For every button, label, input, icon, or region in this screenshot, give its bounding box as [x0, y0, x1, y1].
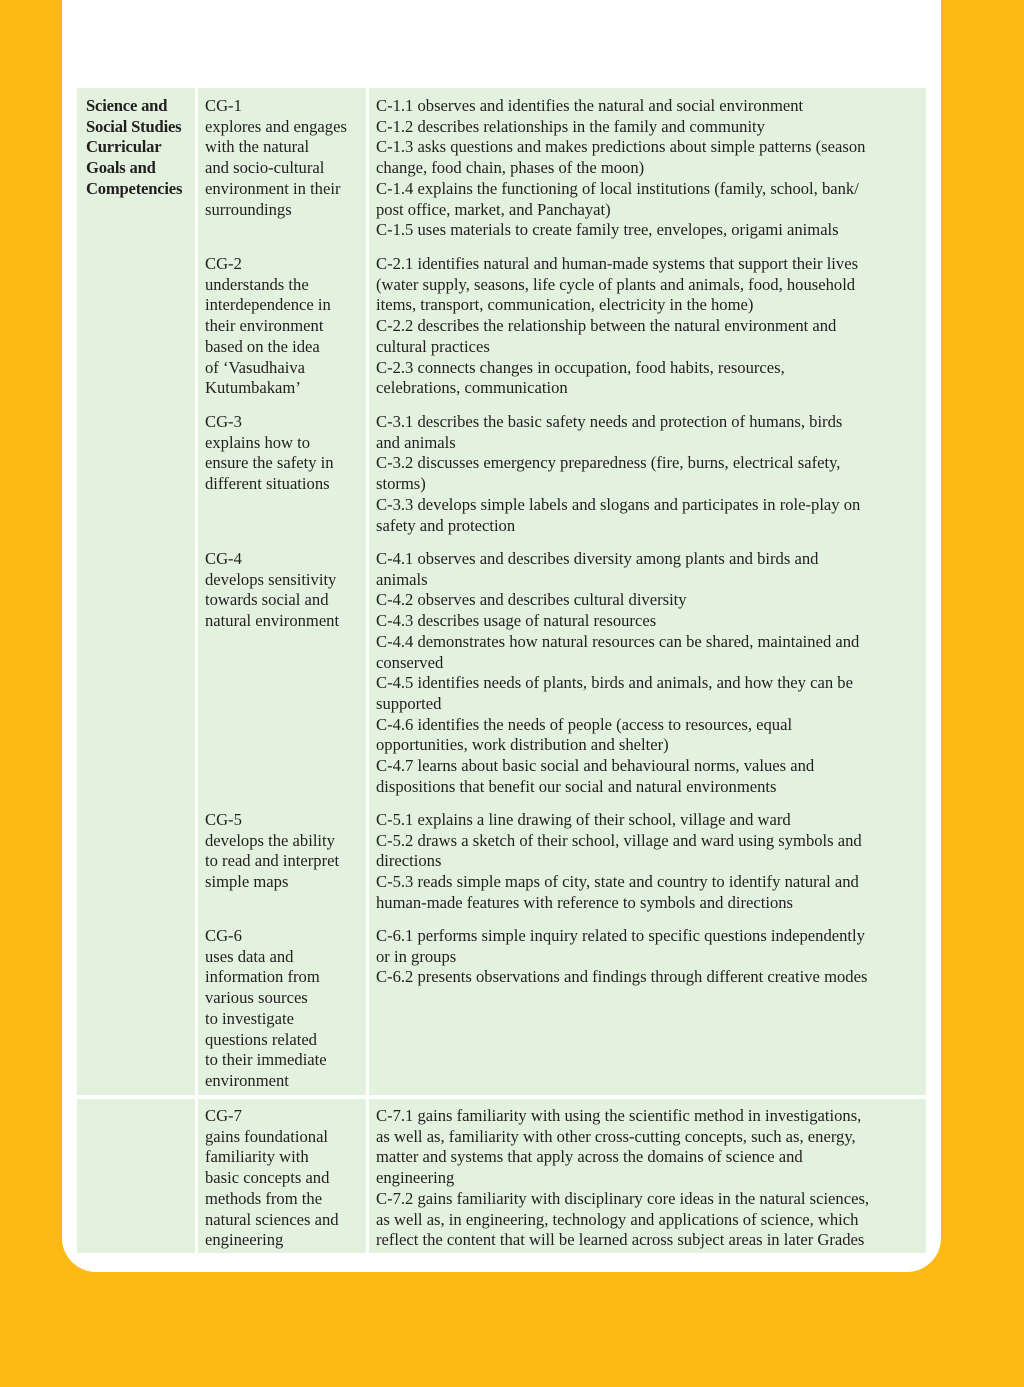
competency-line: human-made features with reference to symbols and directions [376, 892, 793, 912]
competency-cell-cg-6 [376, 926, 924, 988]
competency-line: conserved [376, 652, 444, 672]
goal-text-line: natural sciences and [205, 1209, 339, 1229]
goal-text-line: to their immediate [205, 1050, 327, 1070]
goal-code: CG-6 [205, 926, 242, 945]
goal-text-line: their environment [205, 316, 324, 336]
competency-cell-cg-7 [376, 1106, 924, 1251]
goal-text-line: simple maps [205, 872, 289, 892]
competency-line: C-7.1 gains familiarity with using the scientific method in investigations, [376, 1106, 862, 1125]
competency-line: storms) [376, 474, 426, 494]
competency-line: C-1.1 observes and identifies the natural and social environment [376, 96, 804, 115]
competency-cell-cg-5 [376, 810, 924, 914]
heading-line: Social Studies [86, 116, 182, 136]
goal-code: CG-4 [205, 549, 242, 568]
goal-text-line: based on the idea [205, 336, 320, 356]
goal-cell-cg-3 [205, 412, 365, 495]
competency-line: safety and protection [376, 515, 516, 535]
competency-line: items, transport, communication, electricity in the home) [376, 295, 754, 315]
heading-line: Competencies [86, 178, 183, 198]
competency-line: C-4.2 observes and describes cultural diversity [376, 590, 687, 610]
goal-text-line: familiarity with [205, 1147, 309, 1167]
competency-line: C-1.4 explains the functioning of local institutions (family, school, bank/ [376, 178, 859, 198]
competency-line: C-5.1 explains a line drawing of their school, village and ward [376, 810, 791, 829]
competency-line: C-1.2 describes relationships in the family and community [376, 116, 765, 136]
competency-line: (water supply, seasons, life cycle of plants and animals, food, household [376, 274, 856, 294]
goal-text-line: uses data and [205, 946, 294, 966]
goal-code: CG-7 [205, 1106, 242, 1125]
competency-line: reflect the content that will be learned across subject areas in later Grades [376, 1230, 865, 1250]
competency-line: C-6.1 performs simple inquiry related to specific questions independently [376, 926, 865, 945]
competency-line: matter and systems that apply across the domains of science and [376, 1147, 803, 1167]
goal-cell-cg-5 [205, 810, 365, 893]
goal-text-line: develops sensitivity [205, 569, 337, 589]
heading-column-cell [77, 88, 195, 1095]
competency-line: C-4.3 describes usage of natural resources [376, 611, 657, 631]
goal-text-line: of ‘Vasudhaiva [205, 357, 305, 377]
goal-text-line: natural environment [205, 611, 340, 631]
competency-line: C-1.5 uses materials to create family tree, envelopes, origami animals [376, 220, 839, 240]
goal-text-line: to read and interpret [205, 851, 340, 871]
competency-line: engineering [376, 1168, 455, 1188]
goal-text-line: environment [205, 1070, 289, 1090]
goal-text-line: explains how to [205, 432, 311, 452]
competency-line: C-4.5 identifies needs of plants, birds and animals, and how they can be [376, 673, 853, 693]
competency-line: dispositions that benefit our social and natural environments [376, 776, 777, 796]
competency-line: or in groups [376, 946, 457, 966]
competency-line: C-2.1 identifies natural and human-made systems that support their lives [376, 254, 859, 273]
goal-code: CG-1 [205, 96, 242, 115]
goal-text-line: explores and engages [205, 116, 347, 136]
competency-line: as well as, in engineering, technology and applications of science, which [376, 1209, 859, 1229]
goal-text-line: ensure the safety in [205, 453, 334, 473]
competency-cell-cg-2 [376, 254, 924, 399]
competency-line: C-6.2 presents observations and findings through different creative modes [376, 967, 868, 987]
goal-text-line: various sources [205, 988, 308, 1008]
goal-text-line: with the natural [205, 137, 310, 157]
goal-text-line: environment in their [205, 178, 341, 198]
competency-line: celebrations, communication [376, 378, 568, 398]
competency-cell-cg-1 [376, 96, 924, 241]
competency-line: change, food chain, phases of the moon) [376, 158, 645, 178]
competency-line: C-2.3 connects changes in occupation, food habits, resources, [376, 357, 785, 377]
competency-line: opportunities, work distribution and shelter) [376, 735, 669, 755]
goal-cell-cg-6 [205, 926, 365, 1092]
competency-line: animals [376, 569, 428, 589]
goal-text-line: engineering [205, 1230, 284, 1250]
section-heading [86, 96, 194, 200]
competency-line: post office, market, and Panchayat) [376, 199, 611, 219]
goal-text-line: questions related [205, 1029, 317, 1049]
goal-text-line: methods from the [205, 1188, 323, 1208]
goal-text-line: surroundings [205, 199, 292, 219]
goal-text-line: and socio-cultural [205, 158, 325, 178]
goal-text-line: basic concepts and [205, 1168, 330, 1188]
goal-cell-cg-2 [205, 254, 365, 399]
competency-line: C-5.3 reads simple maps of city, state and country to identify natural and [376, 872, 859, 892]
goal-cell-cg-1 [205, 96, 365, 220]
competency-line: supported [376, 693, 442, 713]
competency-line: as well as, familiarity with other cross-cutting concepts, such as, energy, [376, 1126, 856, 1146]
competency-line: C-4.7 learns about basic social and behavioural norms, values and [376, 756, 815, 776]
goal-text-line: understands the [205, 274, 309, 294]
goal-code: CG-2 [205, 254, 242, 273]
competency-line: C-1.3 asks questions and makes predictions about simple patterns (season [376, 137, 866, 157]
competency-line: C-7.2 gains familiarity with disciplinary core ideas in the natural sciences, [376, 1188, 870, 1208]
goal-text-line: information from [205, 967, 320, 987]
competency-line: C-3.1 describes the basic safety needs and protection of humans, birds [376, 412, 843, 431]
goal-text-line: to investigate [205, 1008, 294, 1028]
curricular-goals-table [77, 88, 926, 1253]
goal-text-line: Kutumbakam’ [205, 378, 301, 398]
competency-line: C-3.3 develops simple labels and slogans and participates in role-play on [376, 494, 861, 514]
heading-line: Goals and [86, 158, 156, 178]
goal-text-line: gains foundational [205, 1126, 329, 1146]
competency-cell-cg-4 [376, 549, 924, 797]
goal-code: CG-5 [205, 810, 242, 829]
goal-text-line: interdependence in [205, 295, 331, 315]
competency-line: C-3.2 discusses emergency preparedness (fire, burns, electrical safety, [376, 453, 841, 473]
goal-code: CG-3 [205, 412, 242, 431]
goal-cell-cg-4 [205, 549, 365, 632]
competency-line: C-4.1 observes and describes diversity among plants and birds and [376, 549, 819, 568]
competency-line: C-5.2 draws a sketch of their school, village and ward using symbols and [376, 830, 862, 850]
competency-line: C-4.6 identifies the needs of people (access to resources, equal [376, 714, 793, 734]
heading-column-cell-lower [77, 1099, 195, 1253]
heading-line: Curricular [86, 137, 162, 157]
goal-text-line: different situations [205, 474, 330, 494]
competency-line: cultural practices [376, 336, 490, 356]
goal-text-line: towards social and [205, 590, 329, 610]
competency-line: and animals [376, 432, 456, 452]
heading-line: Science and [86, 96, 168, 115]
goal-cell-cg-7 [205, 1106, 365, 1251]
competency-line: C-2.2 describes the relationship between the natural environment and [376, 316, 837, 336]
competency-line: directions [376, 851, 442, 871]
competency-cell-cg-3 [376, 412, 924, 536]
competency-line: C-4.4 demonstrates how natural resources can be shared, maintained and [376, 631, 860, 651]
goal-text-line: develops the ability [205, 830, 335, 850]
